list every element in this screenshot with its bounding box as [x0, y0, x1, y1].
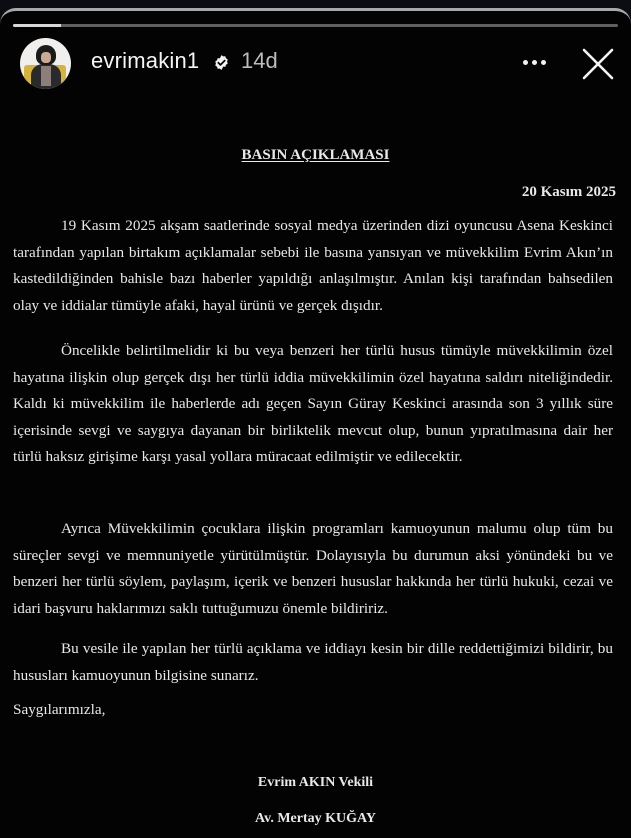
document-title: BASIN AÇIKLAMASI — [241, 147, 390, 163]
post-time: 14d — [241, 48, 278, 73]
paragraph: Ayrıca Müvekkilimin çocuklara ilişkin programları kamuoyunun malumu olup tüm bu süreçler sevgi ve memnuniyetle yürütülmüştür. Dolayısıyla bu durumun aksi yönündeki bu ve benzeri her türlü söylem, paylaşım, içerik ve benzeri hususlar hakkında her türlü hukuki, cezai ve idari başvuru haklarımızı saklı tuttuğumuzu önemle bildiririz. — [13, 520, 613, 617]
press-release-document — [0, 11, 631, 838]
username-link[interactable]: evrimakin1 — [91, 48, 200, 73]
signature-line-2: Av. Mertay KUĞAY — [255, 811, 376, 826]
paragraph: Bu vesile ile yapılan her türlü açıklama ve iddiayı kesin bir dille reddettiğimizi bildirir, bu hususları kamuoyunun bilgisine sunarız. — [13, 640, 613, 684]
story-viewer[interactable] — [0, 8, 631, 838]
paragraph: 19 Kasım 2025 akşam saatlerinde sosyal medya üzerinden dizi oyuncusu Asena Keskinci tarafından yapılan birtakım açıklamalar sebebi ile basına yansıyan ve müvekkilim Evrim Akın’ın kastedildiğinden bahisle bazı haberler yapıldığı anlaşılmıştır. Anılan kişi tarafından bahsedilen olay ve iddialar tümüyle afaki, hayal ürünü ve gerçek dışıdır. — [13, 217, 613, 314]
signature-line-1: Evrim AKIN Vekili — [257, 775, 374, 790]
closing-salutation: Saygılarımızla, — [13, 701, 106, 718]
document-date: 20 Kasım 2025 — [521, 184, 616, 200]
paragraph: Öncelikle belirtilmelidir ki bu veya benzeri her türlü husus tümüyle müvekkilimin özel hayatına ilişkin olup gerçek dışı her türlü iddia müvekkilimin özel hayatına saldırı niteliğindedir. Kaldı ki müvekkilim ile haberlerde adı geçen Sayın Güray Keskinci arasında son 3 yıllık süre içerisinde sevgi ve saygıya dayanan bir birliktelik mevcut olup, bunun yıpratılmasına dair her türlü haksız girişime karşı yasal yollara müracaat edilmiştir ve edilecektir. — [13, 342, 613, 465]
